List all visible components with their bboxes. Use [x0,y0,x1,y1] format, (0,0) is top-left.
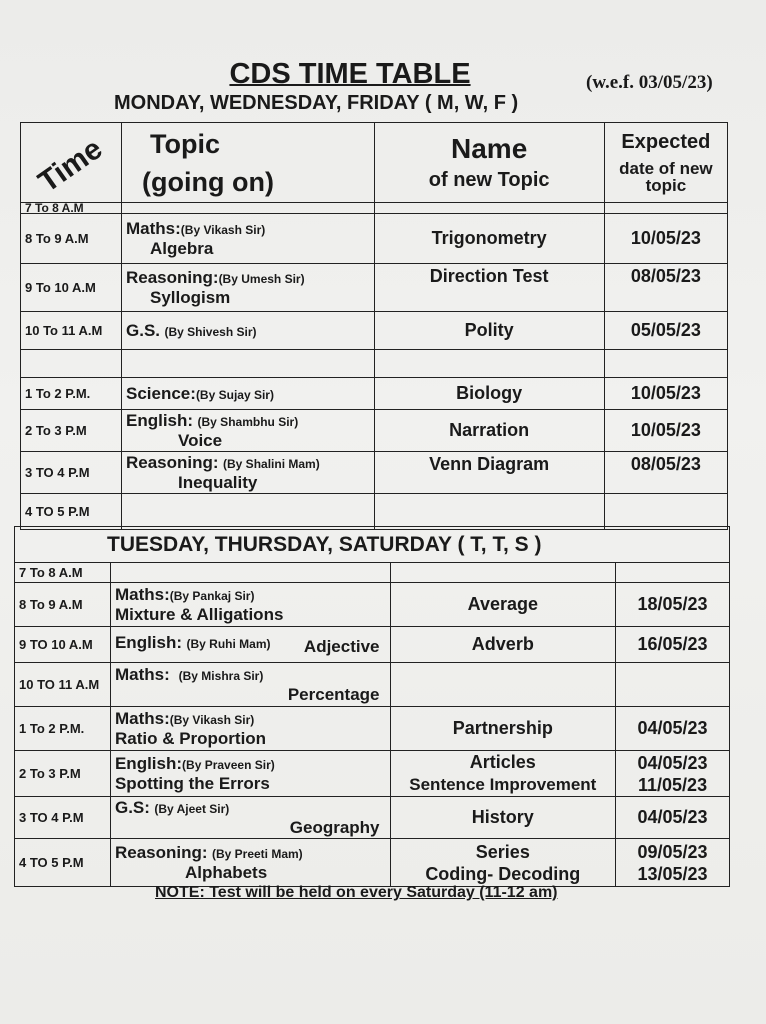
table-row: 4 TO 5 P.M [21,494,728,530]
tts-table [14,526,730,887]
table-row: 10 TO 11 A.M Maths: (By Mishra Sir) Percentage [15,663,730,707]
table-row: 7 To 8 A.M [15,563,730,583]
days-heading-mwf: MONDAY, WEDNESDAY, FRIDAY ( M, W, F ) [114,92,519,114]
table-row [21,350,728,378]
note-text: NOTE: Test will be held on every Saturday (11-12 am) [155,884,558,901]
table-row: 9 To 10 A.M Reasoning:(By Umesh Sir) Syllogism Direction Test 08/05/23 [21,264,728,312]
table-row: 2 To 3 P.M English: (By Shambhu Sir) Voice Narration 10/05/23 [21,410,728,452]
table-row: 7 To 8 A.M [21,203,728,214]
table-row: 10 To 11 A.M G.S. (By Shivesh Sir) Polity 05/05/23 [21,312,728,350]
table-row: 4 TO 5 P.M Reasoning: (By Preeti Mam) Alphabets Series Coding- Decoding 09/05/23 13/05/23 [15,839,730,887]
table-row: 1 To 2 P.M. Science:(By Sujay Sir) Biology 10/05/23 [21,378,728,410]
expected-header-cell: Expected date of new topic [604,123,727,203]
header-row [21,123,728,203]
time-header-cell: Time [21,123,122,203]
mwf-table [20,122,728,530]
table-row: 8 To 9 A.M Maths:(By Vikash Sir) Algebra Trigonometry 10/05/23 [21,214,728,264]
table-row: 2 To 3 P.M English:(By Praveen Sir) Spotting the Errors Articles Sentence Improvement 04/05/23 11/05/23 [15,751,730,797]
table-row: 9 TO 10 A.M English: (By Ruhi Mam) Adjective Adverb 16/05/23 [15,627,730,663]
effective-date: (w.e.f. 03/05/23) [586,72,713,93]
table-row: 8 To 9 A.M Maths:(By Pankaj Sir) Mixture & Alligations Average 18/05/23 [15,583,730,627]
section-heading-row [15,527,730,563]
table-row: 1 To 2 P.M. Maths:(By Vikash Sir) Ratio & Proportion Partnership 04/05/23 [15,707,730,751]
topic-header-cell: Topic (going on) [122,123,375,203]
page-title: CDS TIME TABLE [229,58,471,90]
table-row: 3 TO 4 P.M G.S: (By Ajeet Sir) Geography History 04/05/23 [15,797,730,839]
days-heading-tts: TUESDAY, THURSDAY, SATURDAY ( T, T, S ) [15,527,730,563]
name-header-cell: Name of new Topic [374,123,604,203]
table-row: 3 TO 4 P.M Reasoning: (By Shalini Mam) Inequality Venn Diagram 08/05/23 [21,452,728,494]
